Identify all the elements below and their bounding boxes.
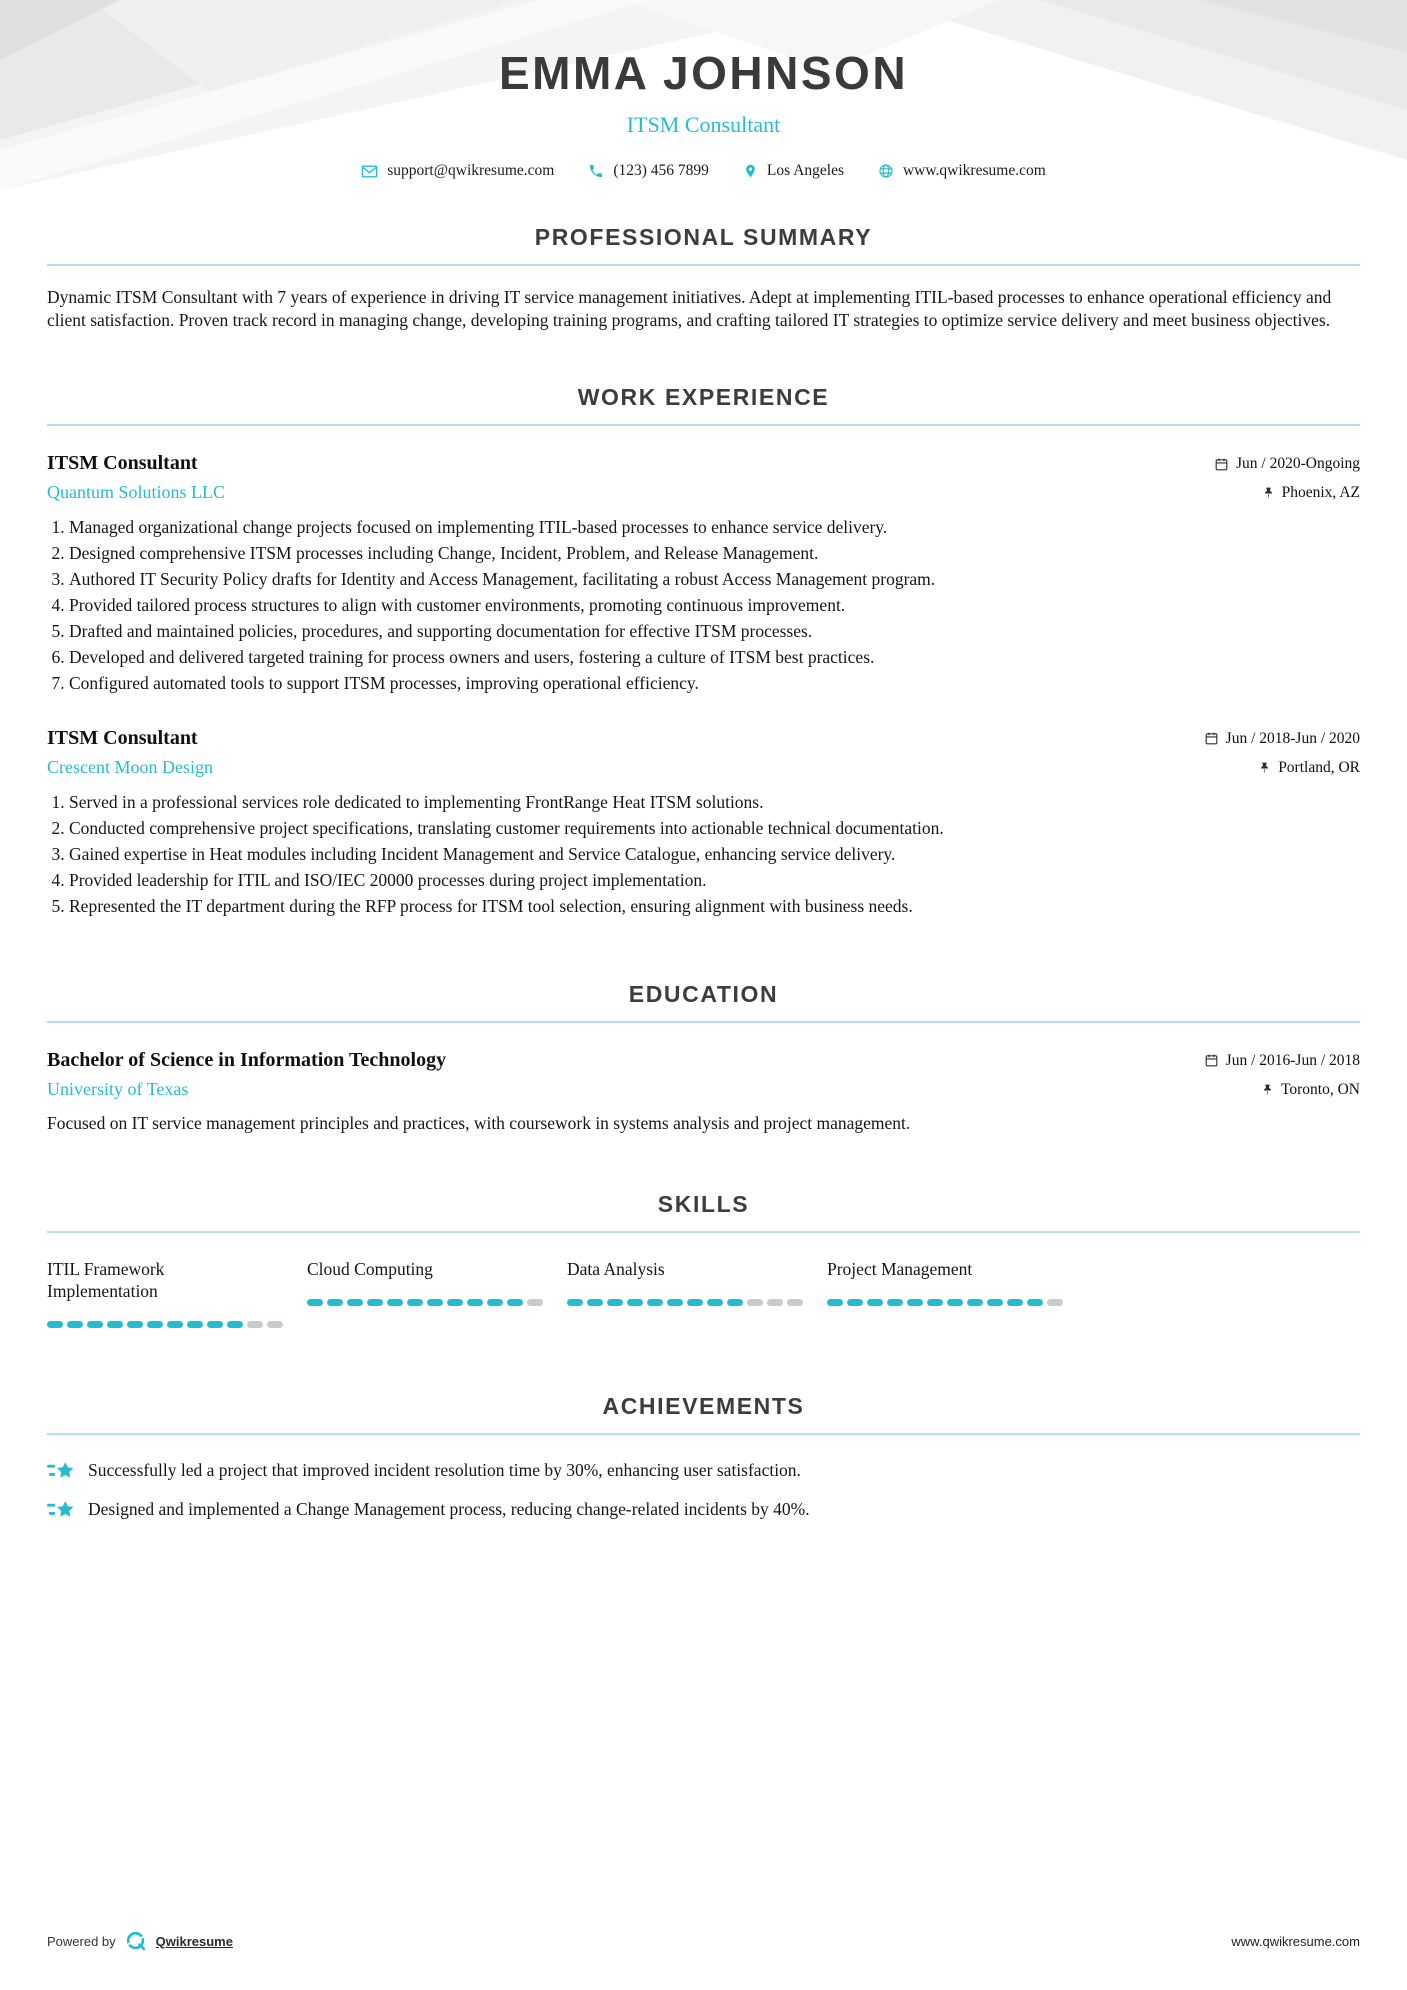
- education-location: Toronto, ON: [1281, 1080, 1360, 1098]
- job-header: [47, 452, 1360, 503]
- section-heading-skills: SKILLS: [657, 1190, 750, 1217]
- skill-item: [567, 1259, 827, 1333]
- contact-email: [361, 162, 554, 180]
- section-divider: [47, 1231, 1360, 1233]
- education-entry: [47, 1049, 1360, 1135]
- skill-level-bar: [827, 1293, 1087, 1311]
- section-education: [47, 981, 1360, 1135]
- skill-bar-segment: [367, 1299, 383, 1306]
- skill-bar-segment: [527, 1299, 543, 1306]
- bullet-item: 6. Developed and delivered targeted training for process owners and users, fostering a culture of ITSM best practices.: [69, 646, 1360, 668]
- contact-location: [743, 162, 844, 180]
- skill-bar-segment: [987, 1299, 1003, 1306]
- job-dates: Jun / 2020-Ongoing: [1236, 455, 1360, 473]
- skill-bar-segment: [707, 1299, 723, 1306]
- pushpin-icon: [1261, 1083, 1274, 1097]
- qwikresume-logo-icon: [125, 1930, 147, 1952]
- calendar-icon: [1204, 731, 1219, 746]
- skill-bar-segment: [67, 1321, 83, 1328]
- bullet-item: 3. Gained expertise in Heat modules including Incident Management and Service Catalogue, enhancing service delivery.: [69, 843, 1360, 865]
- qwikresume-brand-link[interactable]: Qwikresume: [155, 1933, 233, 1949]
- job-bullet-list: [47, 516, 1360, 694]
- job-title: ITSM Consultant: [47, 452, 198, 475]
- job-header-left: [47, 452, 225, 503]
- bullet-item: 5. Drafted and maintained policies, procedures, and supporting documentation for effective ITSM processes.: [69, 620, 1360, 642]
- bullet-item: 7. Configured automated tools to support ITSM processes, improving operational efficiency.: [69, 672, 1360, 694]
- section-divider: [47, 424, 1360, 426]
- bullet-item: 1. Served in a professional services role dedicated to implementing FrontRange Heat ITSM solutions.: [69, 791, 1360, 813]
- skill-bar-segment: [947, 1299, 963, 1306]
- pushpin-icon: [1258, 761, 1271, 775]
- contact-website-text: www.qwikresume.com: [902, 162, 1046, 179]
- job-header-left: [47, 727, 213, 778]
- section-divider: [47, 264, 1360, 266]
- skill-name: Data Analysis: [567, 1258, 665, 1279]
- skill-bar-segment: [47, 1321, 63, 1328]
- skill-item: [47, 1259, 307, 1333]
- skill-bar-segment: [627, 1299, 643, 1306]
- powered-by-label: Powered by: [47, 1933, 116, 1949]
- section-divider: [47, 1021, 1360, 1023]
- bullet-item: 3. Authored IT Security Policy drafts for Identity and Access Management, facilitating a robust Access Management program.: [69, 568, 1360, 590]
- education-location-row: [1204, 1081, 1360, 1099]
- bullet-item: 2. Designed comprehensive ITSM processes including Change, Incident, Problem, and Release Management.: [69, 542, 1360, 564]
- section-heading-achievements: ACHIEVEMENTS: [602, 1392, 805, 1419]
- skill-bar-segment: [687, 1299, 703, 1306]
- skill-bar-segment: [227, 1321, 243, 1328]
- job-header-right: [1214, 452, 1360, 502]
- skill-bar-segment: [127, 1321, 143, 1328]
- degree-title: Bachelor of Science in Information Technology: [47, 1048, 447, 1071]
- job-location-row: [1214, 484, 1360, 502]
- job-bullet-list: [47, 791, 1360, 917]
- job-header-right: [1204, 727, 1360, 777]
- skill-bar-segment: [767, 1299, 783, 1306]
- skill-item: [827, 1259, 1087, 1333]
- skill-bar-segment: [207, 1321, 223, 1328]
- skill-name: Project Management: [827, 1258, 973, 1279]
- job-dates-row: [1214, 455, 1360, 473]
- job-header: [47, 727, 1360, 778]
- achievement-text: Successfully led a project that improved incident resolution time by 30%, enhancing user satisfaction.: [88, 1459, 801, 1480]
- location-pin-icon: [743, 163, 758, 179]
- pushpin-icon: [1262, 486, 1275, 500]
- email-icon: [361, 163, 378, 180]
- skill-name: Cloud Computing: [307, 1258, 433, 1279]
- skill-bar-segment: [427, 1299, 443, 1306]
- contact-location-text: Los Angeles: [766, 162, 844, 179]
- section-skills: [47, 1191, 1360, 1333]
- achievement-item: [47, 1498, 1360, 1522]
- skill-bar-segment: [487, 1299, 503, 1306]
- skill-level-bar: [307, 1293, 567, 1311]
- candidate-job-title: ITSM Consultant: [626, 112, 781, 137]
- resume-body: [0, 224, 1407, 1522]
- skill-bar-segment: [587, 1299, 603, 1306]
- education-dates: Jun / 2016-Jun / 2018: [1225, 1051, 1360, 1069]
- job-dates-row: [1204, 730, 1360, 748]
- job-location-row: [1204, 759, 1360, 777]
- footer-website-link[interactable]: www.qwikresume.com: [1231, 1933, 1360, 1949]
- bullet-item: 5. Represented the IT department during the RFP process for ITSM tool selection, ensuring alignment with business needs.: [69, 895, 1360, 917]
- skill-bar-segment: [407, 1299, 423, 1306]
- skill-bar-segment: [867, 1299, 883, 1306]
- job-title: ITSM Consultant: [47, 726, 198, 749]
- school-name: University of Texas: [47, 1078, 189, 1099]
- job-entry-2: [47, 727, 1360, 917]
- bullet-item: 4. Provided tailored process structures to align with customer environments, promoting continuous improvement.: [69, 594, 1360, 616]
- skill-bar-segment: [667, 1299, 683, 1306]
- skill-bar-segment: [847, 1299, 863, 1306]
- skill-bar-segment: [727, 1299, 743, 1306]
- skill-bar-segment: [507, 1299, 523, 1306]
- skill-bar-segment: [647, 1299, 663, 1306]
- section-divider: [47, 1433, 1360, 1435]
- candidate-name: EMMA JOHNSON: [498, 47, 909, 99]
- job-location: Portland, OR: [1278, 758, 1360, 776]
- skill-bar-segment: [567, 1299, 583, 1306]
- skill-bar-segment: [927, 1299, 943, 1306]
- footer-branding: [47, 1930, 233, 1952]
- calendar-icon: [1214, 457, 1229, 472]
- job-company: Quantum Solutions LLC: [47, 482, 226, 503]
- job-location: Phoenix, AZ: [1281, 484, 1360, 502]
- skill-bar-segment: [607, 1299, 623, 1306]
- education-header-right: [1204, 1049, 1360, 1099]
- skill-level-bar: [47, 1315, 307, 1333]
- bullet-item: 4. Provided leadership for ITIL and ISO/IEC 20000 processes during project implementation.: [69, 869, 1360, 891]
- skill-bar-segment: [307, 1299, 323, 1306]
- section-heading-summary: PROFESSIONAL SUMMARY: [534, 224, 873, 250]
- job-company: Crescent Moon Design: [47, 756, 213, 777]
- skill-bar-segment: [787, 1299, 803, 1306]
- contact-row: [0, 162, 1407, 180]
- skill-bar-segment: [87, 1321, 103, 1328]
- skill-bar-segment: [347, 1299, 363, 1306]
- section-heading-education: EDUCATION: [628, 980, 779, 1007]
- skill-bar-segment: [247, 1321, 263, 1328]
- skill-bar-segment: [387, 1299, 403, 1306]
- contact-phone: [588, 162, 709, 180]
- education-header: [47, 1049, 1360, 1100]
- skill-bar-segment: [267, 1321, 283, 1328]
- globe-icon: [878, 163, 894, 179]
- contact-website: [878, 162, 1046, 180]
- calendar-icon: [1204, 1053, 1219, 1068]
- achievement-item: [47, 1459, 1360, 1483]
- achievement-star-icon: [47, 1499, 74, 1522]
- skill-bar-segment: [1027, 1299, 1043, 1306]
- achievement-list: [47, 1459, 1360, 1522]
- skill-bar-segment: [967, 1299, 983, 1306]
- summary-text: Dynamic ITSM Consultant with 7 years of experience in driving IT service management initiatives. Adept at implementing ITIL-based processes to enhance operational efficiency and client satisfaction. Proven track record in managing change, developing training programs, and crafting tailored IT strategies to optimize service delivery and meet business objectives.: [47, 287, 1332, 331]
- section-work-experience: [47, 384, 1360, 917]
- job-dates: Jun / 2018-Jun / 2020: [1225, 729, 1360, 747]
- skill-bar-segment: [1047, 1299, 1063, 1306]
- skill-bar-segment: [447, 1299, 463, 1306]
- section-professional-summary: [47, 224, 1360, 332]
- education-description: Focused on IT service management principles and practices, with coursework in systems analysis and project management.: [47, 1112, 911, 1133]
- skill-bar-segment: [327, 1299, 343, 1306]
- job-entry-1: [47, 452, 1360, 694]
- resume-header: [0, 0, 1407, 180]
- skill-bar-segment: [167, 1321, 183, 1328]
- skill-bar-segment: [147, 1321, 163, 1328]
- skills-grid: [47, 1259, 1360, 1333]
- bullet-item: 1. Managed organizational change projects focused on implementing ITIL-based processes to enhance service delivery.: [69, 516, 1360, 538]
- skill-bar-segment: [887, 1299, 903, 1306]
- skill-bar-segment: [107, 1321, 123, 1328]
- bullet-item: 2. Conducted comprehensive project specifications, translating customer requirements into actionable technical documentation.: [69, 817, 1360, 839]
- skill-item: [307, 1259, 567, 1333]
- section-heading-work: WORK EXPERIENCE: [577, 384, 830, 411]
- section-achievements: [47, 1393, 1360, 1522]
- contact-phone-text: (123) 456 7899: [613, 162, 709, 179]
- skill-bar-segment: [827, 1299, 843, 1306]
- achievement-star-icon: [47, 1460, 74, 1483]
- skill-bar-segment: [187, 1321, 203, 1328]
- page-footer: [47, 1930, 1360, 1952]
- education-header-left: [47, 1049, 446, 1100]
- skill-bar-segment: [907, 1299, 923, 1306]
- skill-bar-segment: [1007, 1299, 1023, 1306]
- phone-icon: [588, 163, 604, 179]
- education-dates-row: [1204, 1052, 1360, 1070]
- skill-bar-segment: [467, 1299, 483, 1306]
- skill-name: ITIL Framework Implementation: [47, 1258, 165, 1301]
- skill-bar-segment: [747, 1299, 763, 1306]
- skill-level-bar: [567, 1293, 827, 1311]
- contact-email-text: support@qwikresume.com: [387, 162, 555, 179]
- achievement-text: Designed and implemented a Change Management process, reducing change-related incidents by 40%.: [88, 1498, 810, 1519]
